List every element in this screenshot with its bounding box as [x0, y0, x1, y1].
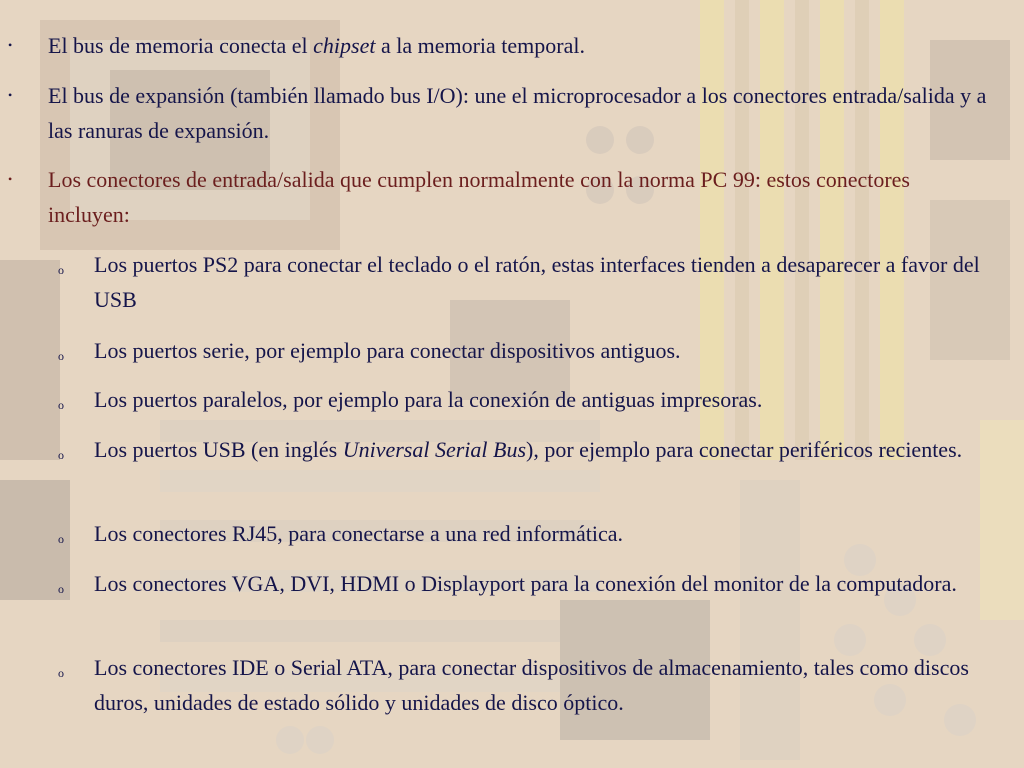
sub-list-item: Los conectores VGA, DVI, HDMI o Displayport para la conexión del monitor de la computadora. [94, 571, 957, 596]
item-text: a la memoria temporal. [375, 33, 585, 58]
list-item: Los conectores de entrada/salida que cumplen normalmente con la norma PC 99: estos conectores incluyen: [48, 167, 910, 227]
sub-bullet-marker: o [58, 666, 64, 680]
item-text: El bus de memoria conecta el [48, 33, 314, 58]
sub-list-item: Los conectores IDE o Serial ATA, para conectar dispositivos de almacenamiento, tales como discos duros, unidades de estado sólido y unidades de disco óptico. [94, 655, 969, 715]
sub-bullet-marker: o [58, 582, 64, 596]
list-item [48, 28, 988, 63]
item-emphasis: chipset [313, 33, 376, 58]
sub-bullet-marker: o [58, 448, 64, 462]
item-text: ), por ejemplo para conectar periféricos recientes. [526, 437, 963, 462]
sub-list-item: Los puertos serie, por ejemplo para conectar dispositivos antiguos. [94, 338, 681, 363]
list-item: El bus de expansión (también llamado bus I/O): une el microprocesador a los conectores entrada/salida y a las ranuras de expansión. [48, 83, 987, 143]
bullet-marker: • [8, 38, 13, 52]
sub-bullet-marker: o [58, 349, 64, 363]
bullet-marker: • [8, 172, 13, 186]
sub-bullet-marker: o [58, 532, 64, 546]
sub-list-item [94, 432, 1014, 467]
sub-bullet-marker: o [58, 398, 64, 412]
sub-bullet-marker: o [58, 263, 64, 277]
sub-list-item: Los conectores RJ45, para conectarse a una red informática. [94, 521, 623, 546]
sub-list-item: Los puertos paralelos, por ejemplo para la conexión de antiguas impresoras. [94, 387, 763, 412]
item-text: Los puertos USB (en inglés [94, 437, 343, 462]
bullet-marker: • [8, 88, 13, 102]
item-emphasis: Universal Serial Bus [342, 437, 527, 462]
sub-list-item: Los puertos PS2 para conectar el teclado o el ratón, estas interfaces tienden a desaparecer a favor del USB [94, 252, 980, 312]
